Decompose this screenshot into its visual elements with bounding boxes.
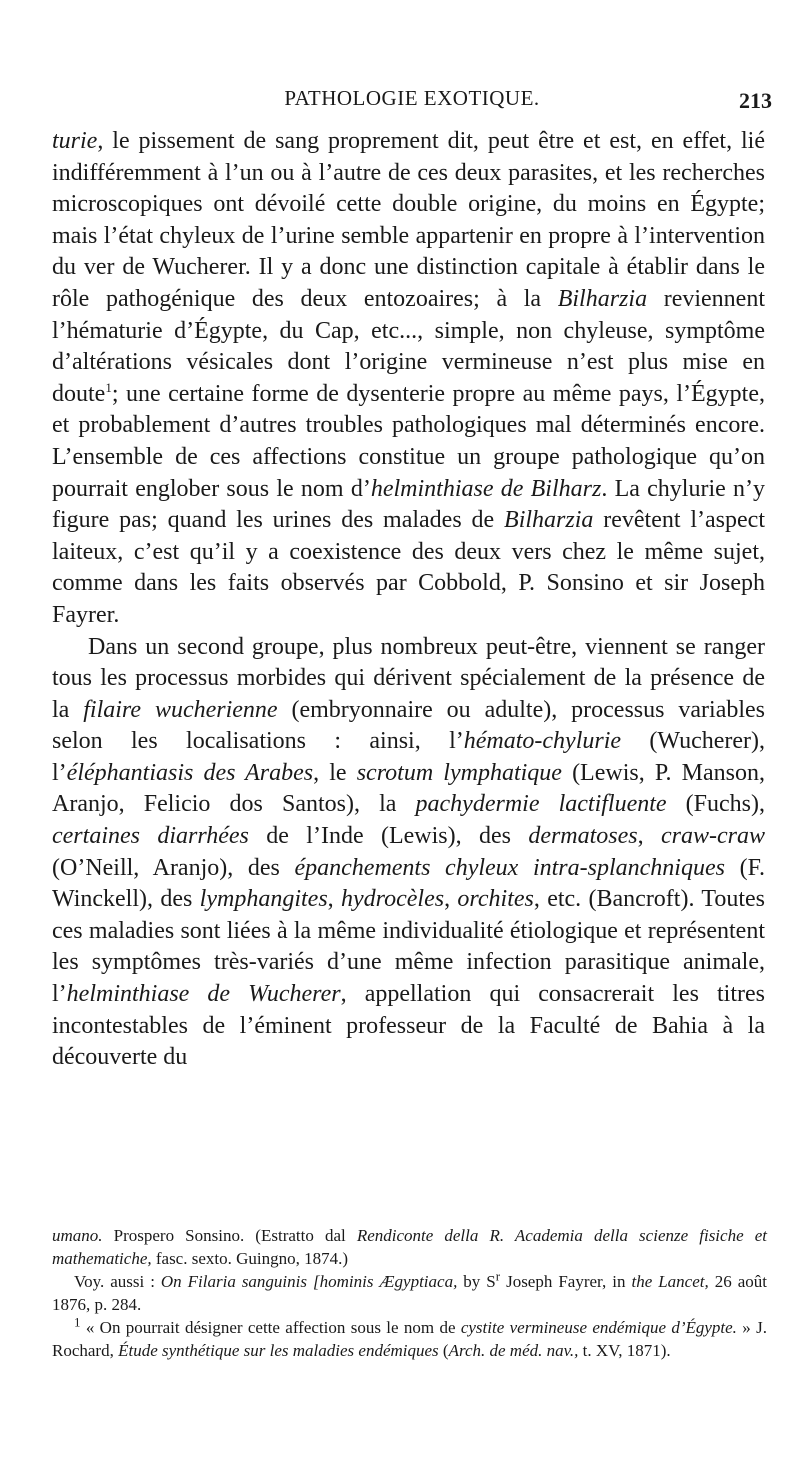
footnote-marker: 1 — [74, 1314, 81, 1330]
text-run: » J. Rochard, — [52, 1318, 767, 1360]
italic-text: turie — [52, 128, 98, 154]
text-run: , — [444, 886, 458, 913]
text-run: Dans un second groupe, plus nombreux peut-être, viennent se ranger tous les processus morbides qui dérivent spécialement de la présence de la — [52, 633, 765, 723]
text-run: de l’Inde (Lewis), des — [248, 823, 529, 850]
text-run: (Wucherer), l’ — [52, 728, 766, 786]
italic-text: helminthiase de Bilharz — [370, 475, 602, 502]
text-run: ( — [438, 1341, 449, 1360]
footnote-continuation — [52, 1224, 767, 1270]
italic-text: Étude synthétique sur les maladies endémiques — [118, 1341, 439, 1360]
text-run: by S — [457, 1272, 496, 1291]
text-run: (F. Winckell), des — [52, 854, 765, 913]
italic-text: dermatoses — [528, 823, 638, 850]
text-run: Joseph Fayrer, in — [500, 1272, 632, 1291]
text-run: (Fuchs), — [666, 791, 765, 818]
italic-text: Arch. de méd. nav., — [448, 1341, 579, 1360]
text-run: , — [327, 886, 341, 913]
italic-text: umano. — [52, 1226, 103, 1245]
footnote-marker: r — [495, 1268, 501, 1284]
italic-text: éléphantiasis des Arabes — [66, 759, 314, 786]
text-run: 26 août 1876, p. 284. — [52, 1272, 767, 1314]
text-run: « On pourrait désigner cette affection sous le nom de — [80, 1318, 461, 1337]
text-run: revêtent l’aspect laiteux, c’est qu’il y a coexistence des deux vers chez le même sujet, comme dans les faits observés par Cobbold, P. Sonsino et sir Joseph Fayrer. — [52, 507, 765, 628]
text-run: , le pissement de sang proprement dit, peut être et est, en effet, lié indifféremment à l’un ou à l’autre de ces deux parasites, et les recherches microscopiques ont dévoilé cette double origine, du moins en Égypte; mais l’état chyleux de l’urine semble appartenir en propre à l’intervention du ver de Wucherer. Il y a donc une distinction capitale à établir dans le rôle pathogénique des deux entozoaires; à la — [52, 128, 765, 312]
italic-text: hémato-chylurie — [463, 728, 622, 755]
italic-text: filaire wucherienne — [83, 696, 278, 723]
italic-text: Bilharzia — [504, 507, 594, 534]
italic-text: lymphangites — [199, 886, 328, 913]
italic-text: craw-craw — [661, 823, 766, 850]
footnote-marker: 1 — [105, 379, 112, 395]
italic-text: cystite vermineuse endémique d’Égypte. — [460, 1318, 737, 1337]
footnotes — [52, 1224, 767, 1362]
italic-text: the Lancet, — [631, 1272, 709, 1291]
text-run: (O’Neill, Aranjo), des — [52, 854, 295, 881]
text-run: (embryonnaire ou adulte), processus variables selon les localisations : ainsi, l’ — [52, 696, 766, 755]
text-run: (Lewis, P. Manson, Aranjo, Felicio dos Santos), la — [52, 759, 765, 818]
text-run: Prospero Sonsino. (Estratto dal — [102, 1226, 357, 1245]
paragraph-2 — [52, 632, 765, 1074]
italic-text: Bilharzia — [557, 285, 648, 312]
footnote-1 — [52, 1316, 767, 1362]
text-run: Voy. aussi : — [74, 1272, 161, 1291]
running-title: PATHOLOGIE EXOTIQUE. — [284, 86, 540, 110]
italic-text: hydrocèles — [341, 886, 445, 913]
italic-text: helminthiase de Wucherer — [66, 981, 341, 1008]
italic-text: certaines diarrhées — [52, 823, 249, 850]
text-run: , appellation qui consacrerait les titres incontestables de l’éminent professeur de la Faculté de Bahia à la découverte du — [52, 981, 766, 1071]
paragraph-1 — [52, 126, 765, 632]
page-header — [52, 86, 772, 120]
text-run: t. XV, 1871). — [578, 1341, 671, 1360]
text-run: ; une certaine forme de dysenterie propre au même pays, l’Égypte, et probablement d’autres troubles pathologiques mal déterminés encore. L’ensemble de ces affections constitue un groupe pathologique qu’on pourrait englober sous le nom d’ — [52, 380, 765, 502]
italic-text: orchites — [457, 886, 534, 913]
text-run: . La chylurie n’y figure pas; quand les urines des malades de — [52, 475, 766, 534]
italic-text: Rendiconte della R. Academia della scienze fisiche et mathematiche, — [52, 1226, 767, 1268]
footnote-voy-aussi — [52, 1270, 767, 1316]
text-run: , le — [313, 759, 357, 786]
italic-text: On Filaria sanguinis [hominis Ægyptiaca, — [160, 1272, 458, 1291]
body-text — [52, 126, 765, 1074]
text-run: reviennent l’hématurie d’Égypte, du Cap, etc..., simple, non chyleuse, symptôme d’altérations vésicales dont l’origine vermineuse n’est plus mise en doute — [52, 285, 765, 407]
italic-text: scrotum lymphatique — [356, 759, 562, 786]
text-run: , — [637, 823, 662, 850]
italic-text: pachydermie lactifluente — [415, 791, 667, 818]
text-run: , etc. (Bancroft). Toutes ces maladies sont liées à la même individualité étiologique et représentent les symptômes très-variés d’une même infection parasitique animale, l’ — [52, 886, 766, 1008]
text-run: fasc. sexto. Guingno, 1874.) — [151, 1249, 349, 1268]
page-number: 213 — [739, 88, 772, 113]
italic-text: épanchements chyleux intra-splanchniques — [294, 854, 725, 881]
